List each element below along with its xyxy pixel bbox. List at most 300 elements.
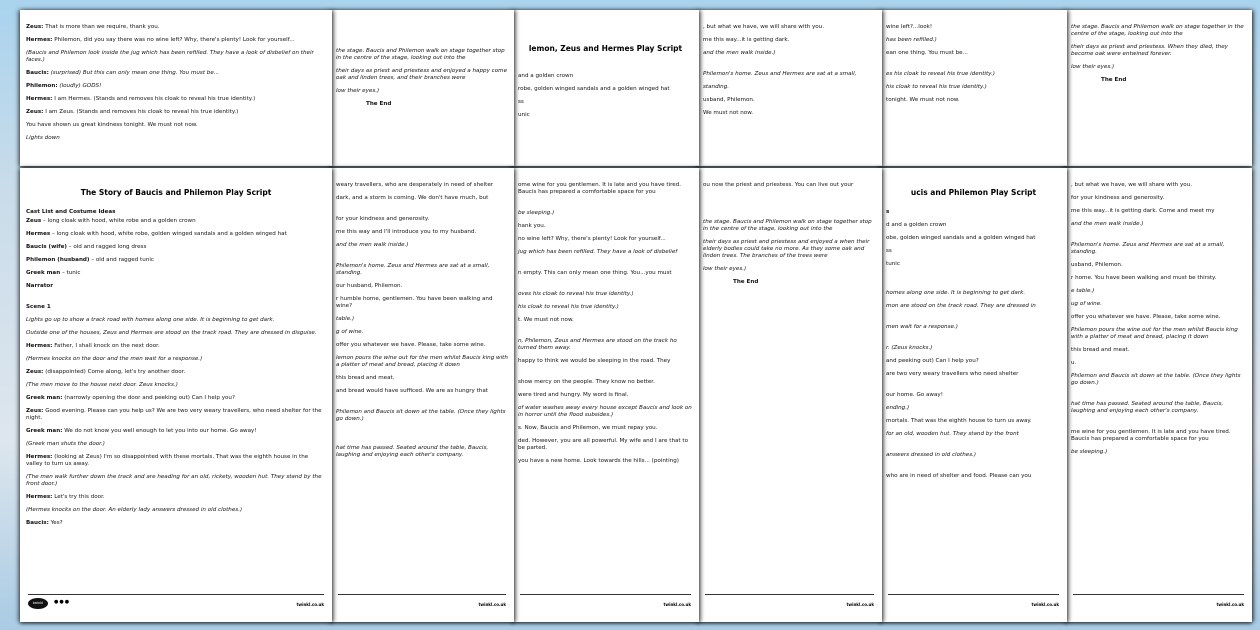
line-text: (surprised) But this can only mean one thing. You must be... <box>50 70 220 76</box>
script-line <box>886 84 1061 91</box>
script-line <box>886 405 1061 412</box>
script-line <box>26 382 326 389</box>
line-text: The End <box>733 279 759 285</box>
spacer <box>336 255 508 263</box>
line-text: the stage. Baucis and Philemon walk on stage together stop in the centre of the stage, looking out into the <box>703 219 872 232</box>
script-line <box>886 248 1061 255</box>
script-line <box>886 222 1061 229</box>
script-line <box>336 242 508 249</box>
footer-url: twinkl.co.uk <box>478 602 506 607</box>
line-text: me this way...it is getting dark. Come and meet my <box>1071 208 1215 214</box>
spacer <box>336 401 508 409</box>
line-text: Outside one of the houses, Zeus and Hermes are stood on the track road. They are dressed in disguise. <box>26 330 317 336</box>
spacer <box>518 330 693 338</box>
script-line <box>336 375 508 382</box>
line-text: me wine for you gentlemen. It is late and you have tired. Baucis has prepared a comfortable space for you <box>1071 429 1231 442</box>
page-footer <box>520 594 691 614</box>
line-text: (Greek man shuts the door.) <box>26 441 105 447</box>
spacer <box>703 195 876 203</box>
speaker-name: Zeus <box>26 218 42 224</box>
line-text: r humble home, gentlemen. You have been walking and wine? <box>336 296 493 309</box>
line-text: The End <box>366 101 392 107</box>
script-line <box>26 428 326 435</box>
line-text: Father, I shall knock on the next door. <box>54 343 160 349</box>
line-text: Yes? <box>50 520 63 526</box>
line-text: for an old, wooden hut. They stand by the front <box>886 431 1019 437</box>
script-line <box>703 110 876 117</box>
line-text: ending.) <box>886 405 910 411</box>
spacer <box>518 65 693 73</box>
spacer <box>336 437 508 445</box>
script-line <box>26 454 326 468</box>
spacer <box>1071 421 1246 429</box>
script-line <box>26 304 326 311</box>
line-text: – old and ragged long dress <box>68 244 147 250</box>
line-text: (The men walk further down the track and are heading for an old, rickety, wooden hut. They stand by the front door.) <box>26 474 322 487</box>
script-line <box>886 345 1061 352</box>
script-line <box>1071 44 1246 58</box>
line-text: ss <box>518 99 524 105</box>
script-line <box>1071 275 1246 282</box>
script-line <box>518 210 693 217</box>
script-line <box>26 96 326 103</box>
document-page <box>697 168 882 622</box>
line-text: wine left?...look! <box>886 24 933 30</box>
script-line <box>26 507 326 514</box>
line-text: g of wine. <box>336 329 364 335</box>
script-line <box>26 369 326 376</box>
script-line <box>886 392 1061 399</box>
line-text: n, Philemon, Zeus and Hermes are stood on the track ho turned them away. <box>518 338 677 351</box>
speaker-name: Greek man: <box>26 395 63 401</box>
script-line <box>518 223 693 230</box>
spacer <box>26 296 326 304</box>
script-line <box>1071 208 1246 215</box>
script-line <box>518 392 693 399</box>
page-title: lemon, Zeus and Hermes Play Script <box>528 44 683 53</box>
script-line <box>336 316 508 323</box>
line-text: weary travellers, who are desperately in need of shelter <box>336 182 494 188</box>
line-text: tunic <box>886 261 900 267</box>
document-page <box>512 10 699 166</box>
line-text: I am Hermes. (Stands and removes his cloak to reveal his true identity.) <box>54 96 256 102</box>
script-line <box>1071 360 1246 367</box>
footer-url: twinkl.co.uk <box>1031 602 1059 607</box>
line-text: You have shown us great kindness tonight. We must not now. <box>26 122 198 128</box>
line-text: usband, Philemon. <box>1071 262 1123 268</box>
line-text: (Baucis and Philemon look inside the jug which has been refilled. They have a look of disbelief on their faces.) <box>26 50 314 63</box>
speaker-name: Zeus: <box>26 408 44 414</box>
speaker-name: Hermes: <box>26 37 53 43</box>
footer-url: twinkl.co.uk <box>846 602 874 607</box>
script-line <box>518 182 693 196</box>
page-footer <box>705 594 874 614</box>
script-line <box>518 249 693 256</box>
script-line <box>518 405 693 419</box>
line-text: Cast List and Costume Ideas <box>26 209 116 215</box>
line-text: t. We must not now. <box>518 317 574 323</box>
line-text: u. <box>1071 360 1077 366</box>
script-line <box>26 37 326 44</box>
spacer <box>518 283 693 291</box>
script-line <box>1071 77 1246 84</box>
script-line <box>886 303 1061 310</box>
line-text: r home. You have been walking and must be thirsty. <box>1071 275 1217 281</box>
line-text: (looking at Zeus) I'm so disappointed with these mortals. That was the eighth house in the valley to turn us away. <box>26 454 309 467</box>
line-text: hat time has passed. Seated around the table, Baucis, laughing and enjoying each other's company. <box>1071 401 1224 414</box>
document-page <box>697 10 882 166</box>
script-line <box>336 283 508 290</box>
spacer <box>1071 234 1246 242</box>
spacer <box>886 282 1061 290</box>
script-line <box>26 441 326 448</box>
script-line <box>518 291 693 298</box>
line-text: who are in need of shelter and food. Please can you <box>886 473 1032 479</box>
script-line <box>703 219 876 233</box>
spacer <box>703 63 876 71</box>
script-line <box>518 99 693 106</box>
line-text: Philemon and Baucis sit down at the table. (Once they lights go down.) <box>1071 373 1241 386</box>
script-line <box>886 290 1061 297</box>
script-line <box>336 296 508 310</box>
line-text: ug of wine. <box>1071 301 1102 307</box>
line-text: men wait for a response.) <box>886 324 958 330</box>
line-text: mon are stood on the track road. They are dressed in <box>886 303 1036 309</box>
script-line <box>886 209 1061 216</box>
script-line <box>886 37 1061 44</box>
script-line <box>336 216 508 223</box>
document-page <box>880 168 1067 622</box>
script-line <box>518 358 693 365</box>
script-line <box>336 88 508 95</box>
script-line <box>26 330 326 337</box>
script-line <box>886 97 1061 104</box>
line-text: and bread would have sufficed. We are as hungry that <box>336 388 488 394</box>
script-line <box>26 257 326 264</box>
script-line <box>886 235 1061 242</box>
script-line <box>703 97 876 104</box>
line-text: dark, and a storm is coming. We don't have much, but <box>336 195 489 201</box>
line-text: Let's try this door. <box>54 494 105 500</box>
speaker-name: Philemon: <box>26 83 58 89</box>
line-text: (disappointed) Come along, let's try another door. <box>45 369 186 375</box>
line-text: this bread and meat. <box>1071 347 1130 353</box>
script-line <box>518 425 693 432</box>
script-line <box>1071 301 1246 308</box>
line-text: for your kindness and generosity. <box>336 216 430 222</box>
spacer <box>703 211 876 219</box>
script-line <box>1071 449 1246 456</box>
script-line <box>886 71 1061 78</box>
spacer <box>336 40 508 48</box>
script-line <box>886 452 1061 459</box>
line-text: be sleeping.) <box>1071 449 1108 455</box>
line-text: Philemon's home. Zeus and Hermes are sat at a small, <box>703 71 857 77</box>
script-line <box>1071 195 1246 202</box>
line-text: oves his cloak to reveal his true identity.) <box>518 291 634 297</box>
script-line <box>336 229 508 236</box>
speaker-name: Hermes: <box>26 343 53 349</box>
page-footer <box>888 594 1059 614</box>
line-text: – long cloak with hood, white robe, golden winged sandals and a golden winged hat <box>51 231 287 237</box>
line-text: r. (Zeus knocks.) <box>886 345 933 351</box>
script-line <box>703 50 876 57</box>
spacer <box>886 274 1061 282</box>
script-line <box>703 266 876 273</box>
script-line <box>518 73 693 80</box>
line-text: ou now the priest and priestess. You can live out your <box>703 182 854 188</box>
line-text: their days as priest and priestess and enjoyed a happy come oak and linden trees, and their branches were <box>336 68 508 81</box>
line-text: homes along one side. It is beginning to get dark. <box>886 290 1026 296</box>
line-text: his cloak to reveal his true identity.) <box>518 304 619 310</box>
script-line <box>336 182 508 189</box>
script-line <box>1071 327 1246 341</box>
line-text: Lights down <box>26 135 60 141</box>
script-line <box>518 304 693 311</box>
line-text: (Hermes knocks on the door and the men wait for a response.) <box>26 356 203 362</box>
script-line <box>886 473 1061 480</box>
line-text: jug which has been refilled. They have a look of disbelief <box>518 249 678 255</box>
script-line <box>886 371 1061 378</box>
speaker-name: Zeus: <box>26 109 44 115</box>
script-line <box>26 135 326 142</box>
line-text: has been refilled.) <box>886 37 937 43</box>
line-text: and peeking out) Can I help you? <box>886 358 979 364</box>
line-text: table.) <box>336 316 355 322</box>
script-line <box>26 317 326 324</box>
script-line <box>518 112 693 119</box>
script-line <box>26 395 326 402</box>
speaker-name: Baucis: <box>26 520 49 526</box>
spacer <box>886 384 1061 392</box>
line-text: s <box>886 209 890 215</box>
line-text: low their eyes.) <box>1071 64 1115 70</box>
script-line <box>886 418 1061 425</box>
line-text: – tunic <box>61 270 81 276</box>
script-line <box>336 195 508 202</box>
line-text: and the men walk inside.) <box>336 242 409 248</box>
script-line <box>703 84 876 91</box>
document-page <box>1065 10 1252 166</box>
line-text: their days as priest and priestess. When they died, they become oak were entwined forever. <box>1071 44 1228 57</box>
line-text: Good evening. Please can you help us? We are two very weary travellers, who need shelter for the night. <box>26 408 322 421</box>
speaker-name: Philemon (husband) <box>26 257 90 263</box>
script-line <box>1071 347 1246 354</box>
line-text: this bread and meat. <box>336 375 395 381</box>
line-text: low their eyes.) <box>703 266 747 272</box>
line-text: happy to think we would be sleeping in the road. They <box>518 358 671 364</box>
script-line <box>703 24 876 31</box>
line-text: (loudly) GODS! <box>59 83 102 89</box>
script-line <box>26 83 326 90</box>
line-text: (Hermes knocks on the door. An elderly lady answers dressed in old clothes.) <box>26 507 243 513</box>
dots-icon: ●●● <box>54 599 71 605</box>
line-text: Philemon's home. Zeus and Hermes are sat at a small, standing. <box>1071 242 1225 255</box>
script-line <box>518 236 693 243</box>
speaker-name: Hermes: <box>26 494 53 500</box>
script-line <box>1071 373 1246 387</box>
script-line <box>26 343 326 350</box>
script-line <box>886 50 1061 57</box>
script-line <box>518 438 693 452</box>
script-line <box>336 48 508 62</box>
footer-url: twinkl.co.uk <box>296 602 324 607</box>
line-text: ss <box>886 248 892 254</box>
line-text: lemon pours the wine out for the men whilst Baucis king with a platter of meat and bread, placing it down <box>336 355 508 368</box>
page-footer <box>28 594 324 614</box>
line-text: I am Zeus. (Stands and removes his cloak to reveal his true identity.) <box>45 109 239 115</box>
script-line <box>26 122 326 129</box>
line-text: n empty. This can only mean one thing. You...you must <box>518 270 672 276</box>
script-line <box>336 329 508 336</box>
script-line <box>26 474 326 488</box>
page-footer <box>1073 594 1244 614</box>
line-text: – old and ragged tunic <box>91 257 154 263</box>
line-text: Philemon, did you say there was no wine left? Why, there's plenty! Look for yourself... <box>54 37 295 43</box>
line-text: and the men walk inside.) <box>1071 221 1144 227</box>
spacer <box>336 24 508 32</box>
script-line <box>26 356 326 363</box>
document-page <box>20 168 332 622</box>
script-line <box>336 409 508 423</box>
line-text: es his cloak to reveal his true identity.) <box>886 71 995 77</box>
script-line <box>336 263 508 277</box>
line-text: me this way...it is getting dark. <box>703 37 790 43</box>
line-text: , but what we have, we will share with you. <box>703 24 825 30</box>
line-text: robe, golden winged sandals and a golden winged hat <box>518 86 670 92</box>
spacer <box>518 371 693 379</box>
line-text: We must not now. <box>703 110 754 116</box>
spacer <box>518 202 693 210</box>
line-text: Lights go up to show a track road with homes along one side. It is beginning to get dark. <box>26 317 275 323</box>
script-line <box>518 338 693 352</box>
line-text: the stage. Baucis and Philemon walk on stage together in the centre of the stage, looking out into the <box>1071 24 1244 37</box>
script-line <box>1071 262 1246 269</box>
script-line <box>26 70 326 77</box>
script-line <box>26 408 326 422</box>
speaker-name: Hermes: <box>26 96 53 102</box>
script-line <box>1071 221 1246 228</box>
script-line <box>26 24 326 31</box>
line-text: Scene 1 <box>26 304 51 310</box>
line-text: his cloak to reveal his true identity.) <box>886 84 987 90</box>
line-text: you have a new home. Look towards the hills... (pointing) <box>518 458 679 464</box>
line-text: , but what we have, we will share with you. <box>1071 182 1193 188</box>
script-line <box>26 109 326 116</box>
page-footer <box>338 594 506 614</box>
document-page <box>330 10 514 166</box>
script-line <box>1071 288 1246 295</box>
line-text: show mercy on the people. They know no better. <box>518 379 655 385</box>
script-line <box>518 317 693 324</box>
line-text: unic <box>518 112 530 118</box>
script-line <box>336 445 508 459</box>
script-line <box>26 520 326 527</box>
line-text: hat time has passed. Seated around the table, Baucis, laughing and enjoying each other's company. <box>336 445 489 458</box>
script-line <box>703 182 876 189</box>
script-line <box>886 261 1061 268</box>
spacer <box>336 32 508 40</box>
line-text: be sleeping.) <box>518 210 555 216</box>
line-text: The End <box>1101 77 1127 83</box>
line-text: offer you whatever we have. Please, take some wine. <box>336 342 486 348</box>
speaker-name: Hermes <box>26 231 51 237</box>
line-text: s. Now, Baucis and Philemon, we must repay you. <box>518 425 658 431</box>
script-line <box>26 244 326 251</box>
line-text: for your kindness and generosity. <box>1071 195 1165 201</box>
script-line <box>886 324 1061 331</box>
script-line <box>26 494 326 501</box>
speaker-name: Baucis (wife) <box>26 244 67 250</box>
script-line <box>1071 64 1246 71</box>
speaker-name: Zeus: <box>26 369 44 375</box>
line-text: no wine left? Why, there's plenty! Look for yourself... <box>518 236 666 242</box>
line-text: of water washes away every house except Baucis and look on in horror until the flood subsides.) <box>518 405 692 418</box>
line-text: d and a golden crown <box>886 222 947 228</box>
line-text: answers dressed in old clothes.) <box>886 452 977 458</box>
line-text: Philemon pours the wine out for the men whilst Baucis king with a platter of meat and bread, placing it down <box>1071 327 1238 340</box>
line-text: are two very weary travellers who need shelter <box>886 371 1019 377</box>
footer-url: twinkl.co.uk <box>663 602 691 607</box>
script-line <box>26 218 326 225</box>
line-text: standing. <box>703 84 730 90</box>
line-text: the stage. Baucis and Philemon walk on stage together stop in the centre of the stage, looking out into the <box>336 48 505 61</box>
footer-url: twinkl.co.uk <box>1216 602 1244 607</box>
script-line <box>518 86 693 93</box>
script-line <box>703 239 876 260</box>
line-text: usband, Philemon. <box>703 97 755 103</box>
twinkl-logo: twinkl <box>28 598 48 609</box>
line-text: tonight. We must not now. <box>886 97 960 103</box>
spacer <box>886 444 1061 452</box>
line-text: Philemon and Baucis sit down at the table. (Once they lights go down.) <box>336 409 506 422</box>
spacer <box>518 262 693 270</box>
script-line <box>886 431 1061 438</box>
page-title: The Story of Baucis and Philemon Play Script <box>80 188 272 197</box>
line-text: We do not know you well enough to let you into our home. Go away! <box>64 428 257 434</box>
speaker-name: Hermes: <box>26 454 53 460</box>
line-text: low their eyes.) <box>336 88 380 94</box>
script-line <box>336 68 508 82</box>
spacer <box>886 63 1061 71</box>
line-text: were tired and hungry. My word is final. <box>518 392 629 398</box>
script-line <box>26 283 326 290</box>
script-line <box>26 270 326 277</box>
spacer <box>886 316 1061 324</box>
script-line <box>1071 429 1246 443</box>
spacer <box>1071 393 1246 401</box>
line-text: their days as priest and priestess and enjoyed a when their elderly bodies could take no more. As they some oak and linden trees. The branches of the trees were <box>703 239 870 259</box>
line-text: and a golden crown <box>518 73 574 79</box>
line-text: offer you whatever we have. Please, take some wine. <box>1071 314 1221 320</box>
line-text: (narrowly opening the door and peeking out) Can I help you? <box>64 395 235 401</box>
script-line <box>26 209 326 216</box>
spacer <box>886 465 1061 473</box>
line-text: (The men move to the house next door. Zeus knocks.) <box>26 382 178 388</box>
script-line <box>1071 24 1246 38</box>
line-text: ded. However, you are all powerful. My wife and I are that to be parted. <box>518 438 689 451</box>
line-text: hank you. <box>518 223 546 229</box>
script-line <box>1071 314 1246 321</box>
speaker-name: Greek man: <box>26 428 63 434</box>
speaker-name: Baucis: <box>26 70 49 76</box>
page-title: ucis and Philemon Play Script <box>910 188 1037 197</box>
line-text: ean one thing. You must be... <box>886 50 968 56</box>
script-line <box>518 379 693 386</box>
line-text: Philemon's home. Zeus and Hermes are sat at a small, standing. <box>336 263 490 276</box>
line-text: – long cloak with hood, white robe and a golden crown <box>42 218 196 224</box>
document-page <box>512 168 699 622</box>
